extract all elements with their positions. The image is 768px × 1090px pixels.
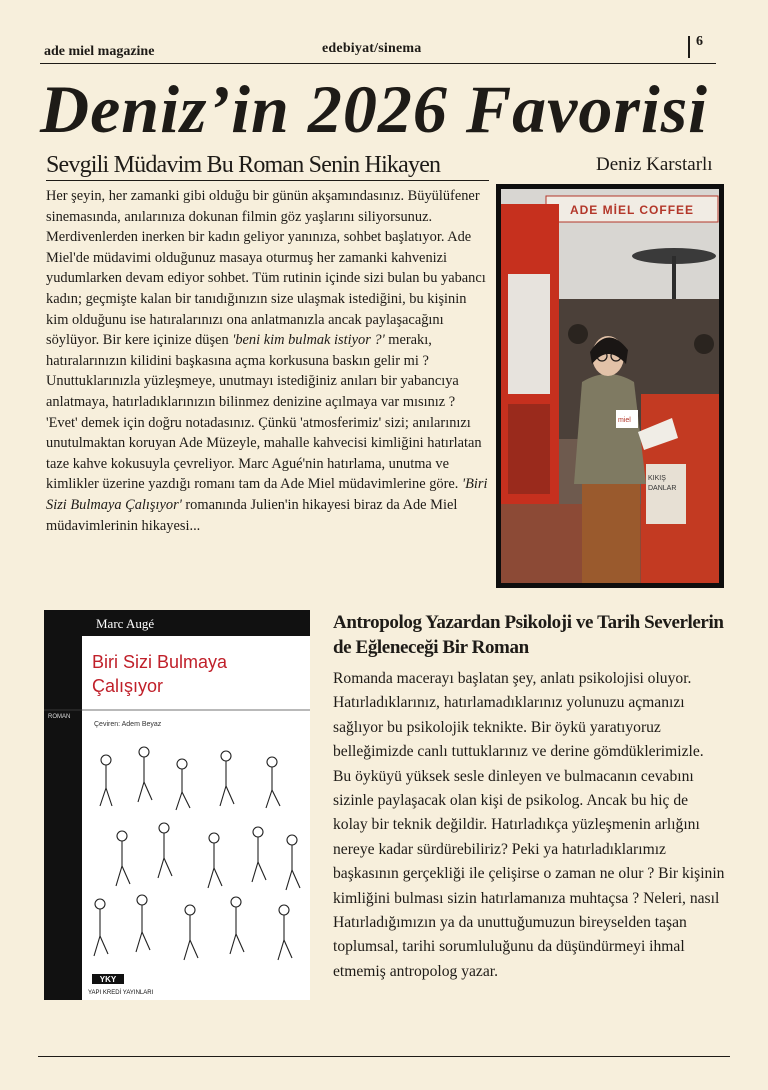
book-title-line1: Biri Sizi Bulmaya [92,652,228,672]
cart-sign-line2: DANLAR [648,485,677,492]
publisher-name: YAPI KREDİ YAYINLARI [88,990,154,996]
subtitle-underline [46,180,489,181]
book-cover [44,610,310,1000]
book-translator: Çeviren: Adem Beyaz [94,721,162,728]
book-title-line2: Çalışıyor [92,676,164,696]
intro-book-title: 'Biri Sizi Bulmaya Çalışıyor' [46,476,488,513]
cafe-photo [496,184,724,588]
page-number-divider [688,36,690,58]
section2-heading: Antropolog Yazardan Psikoloji ve Tarih Severlerin de Eğleneceği Bir Roman [333,612,724,658]
article-title: Deniz’in 2026 Favorisi [40,71,709,147]
footer-rule [38,1056,730,1057]
cart-sign-line1: KIKIŞ [648,475,666,482]
article-subtitle: Sevgili Müdavim Bu Roman Senin Hikayen [46,152,441,178]
page-number: 6 [696,34,703,49]
publisher-logo: YKY [99,975,117,984]
book-author: Marc Augé [96,616,155,631]
section-label: edebiyat/sinema [322,41,422,56]
book-genre: ROMAN [48,714,71,720]
cup-text: miel [618,417,631,424]
article-author: Deniz Karstarlı [596,154,713,175]
magazine-name: ade miel magazine [44,44,155,59]
intro-paragraph: Her şeyin, her zamanki gibi olduğu bir günün akşamındasınız. Büyülüfener sinemasında, anılarınıza dokunan filmin göz yaşlarını siliyorsunuz. Merdivenlerden inerken bir kadın geliyor yanınıza, sohbet başlatıyor. Ade Miel'de müdavimi olduğunuz masaya oturmuş her zamanki kahvenizi yudumlarken devam ediyor sohbet. Tüm rutinin içinde sizi bulan bu yabancı kadın; geçmişte kalan bir tanıdığınızın size ulaşmak istediğini, bu kişinin kim olduğunu ise hatıralarınızı ona anlatmanızla ancak paylaşacağını söylüyor. Bir kere içinize düşen 'beni kim bulmak istiyor ?' merakı, hatıralarınızın kilidini başkasına açma korkusuna baskın gelir mi ? Unuttuklarınızla yüzleşmeye, unutmayı istediğiniz anıları bir yabancıya anlatmaya, hatırladıklarınızın bilinmez denizine açılmaya var mısınız ? 'Evet' demek için doğru notadasınız. Çünkü 'atmosferimiz' sizi; anılarınızı unutulmaktan koruyan Ade Müzeyle, mahalle kahvecisi kimliğini hatırlatan taze kahve kokusuyla çevreliyor. Marc Agué'nin hatırlama, unutma ve kimlikler üzerine yazdığı romanı tam da Ade Miel müdavimlerine göre. 'Biri Sizi Bulmaya Çalışıyor' romanında Julien'in hikayesi biraz da Ade Miel müdavimlerinin hikayesi... [46,188,488,534]
intro-quote: 'beni kim bulmak istiyor ?' [232,332,385,349]
cafe-sign-text: ADE MİEL COFFEE [569,203,695,217]
section2-body: Romanda macerayı başlatan şey, anlatı psikolojisi oluyor. Hatırladıklarınız, hatırlamadıklarınız yolunuzu açmanızı sağlıyor bu psikolojik teknikte. Bir öykü yaratıyoruz belleğimizde canlı tuttuklarınız ve derine gömdüklerimizle. Bu öyküyü yüksek sesle dinleyen ve bulmacanın cevabını sizinle paylaşacak olan kişi de psikolog. Ancak bu hiç de kolay bir teknik değildir. Hatırladıkça yüzleşmenin arlığını nereye kadar sürdürebiliriz? Peki ya hatırladıklarımız başkasının gerçekliği ile çelişirse o zaman ne olur ? Bir kişinin kimliğini bulması sizin hatırlamanıza muhtaçsa ? Neleri, nasıl Hatırladığımızın ya da unuttuğumuzun bireyselden taşan toplumsal, tarihi sorumluluğunu da düşündürmeyi ihmal etmemiş antropolog yazar. [333,670,725,980]
